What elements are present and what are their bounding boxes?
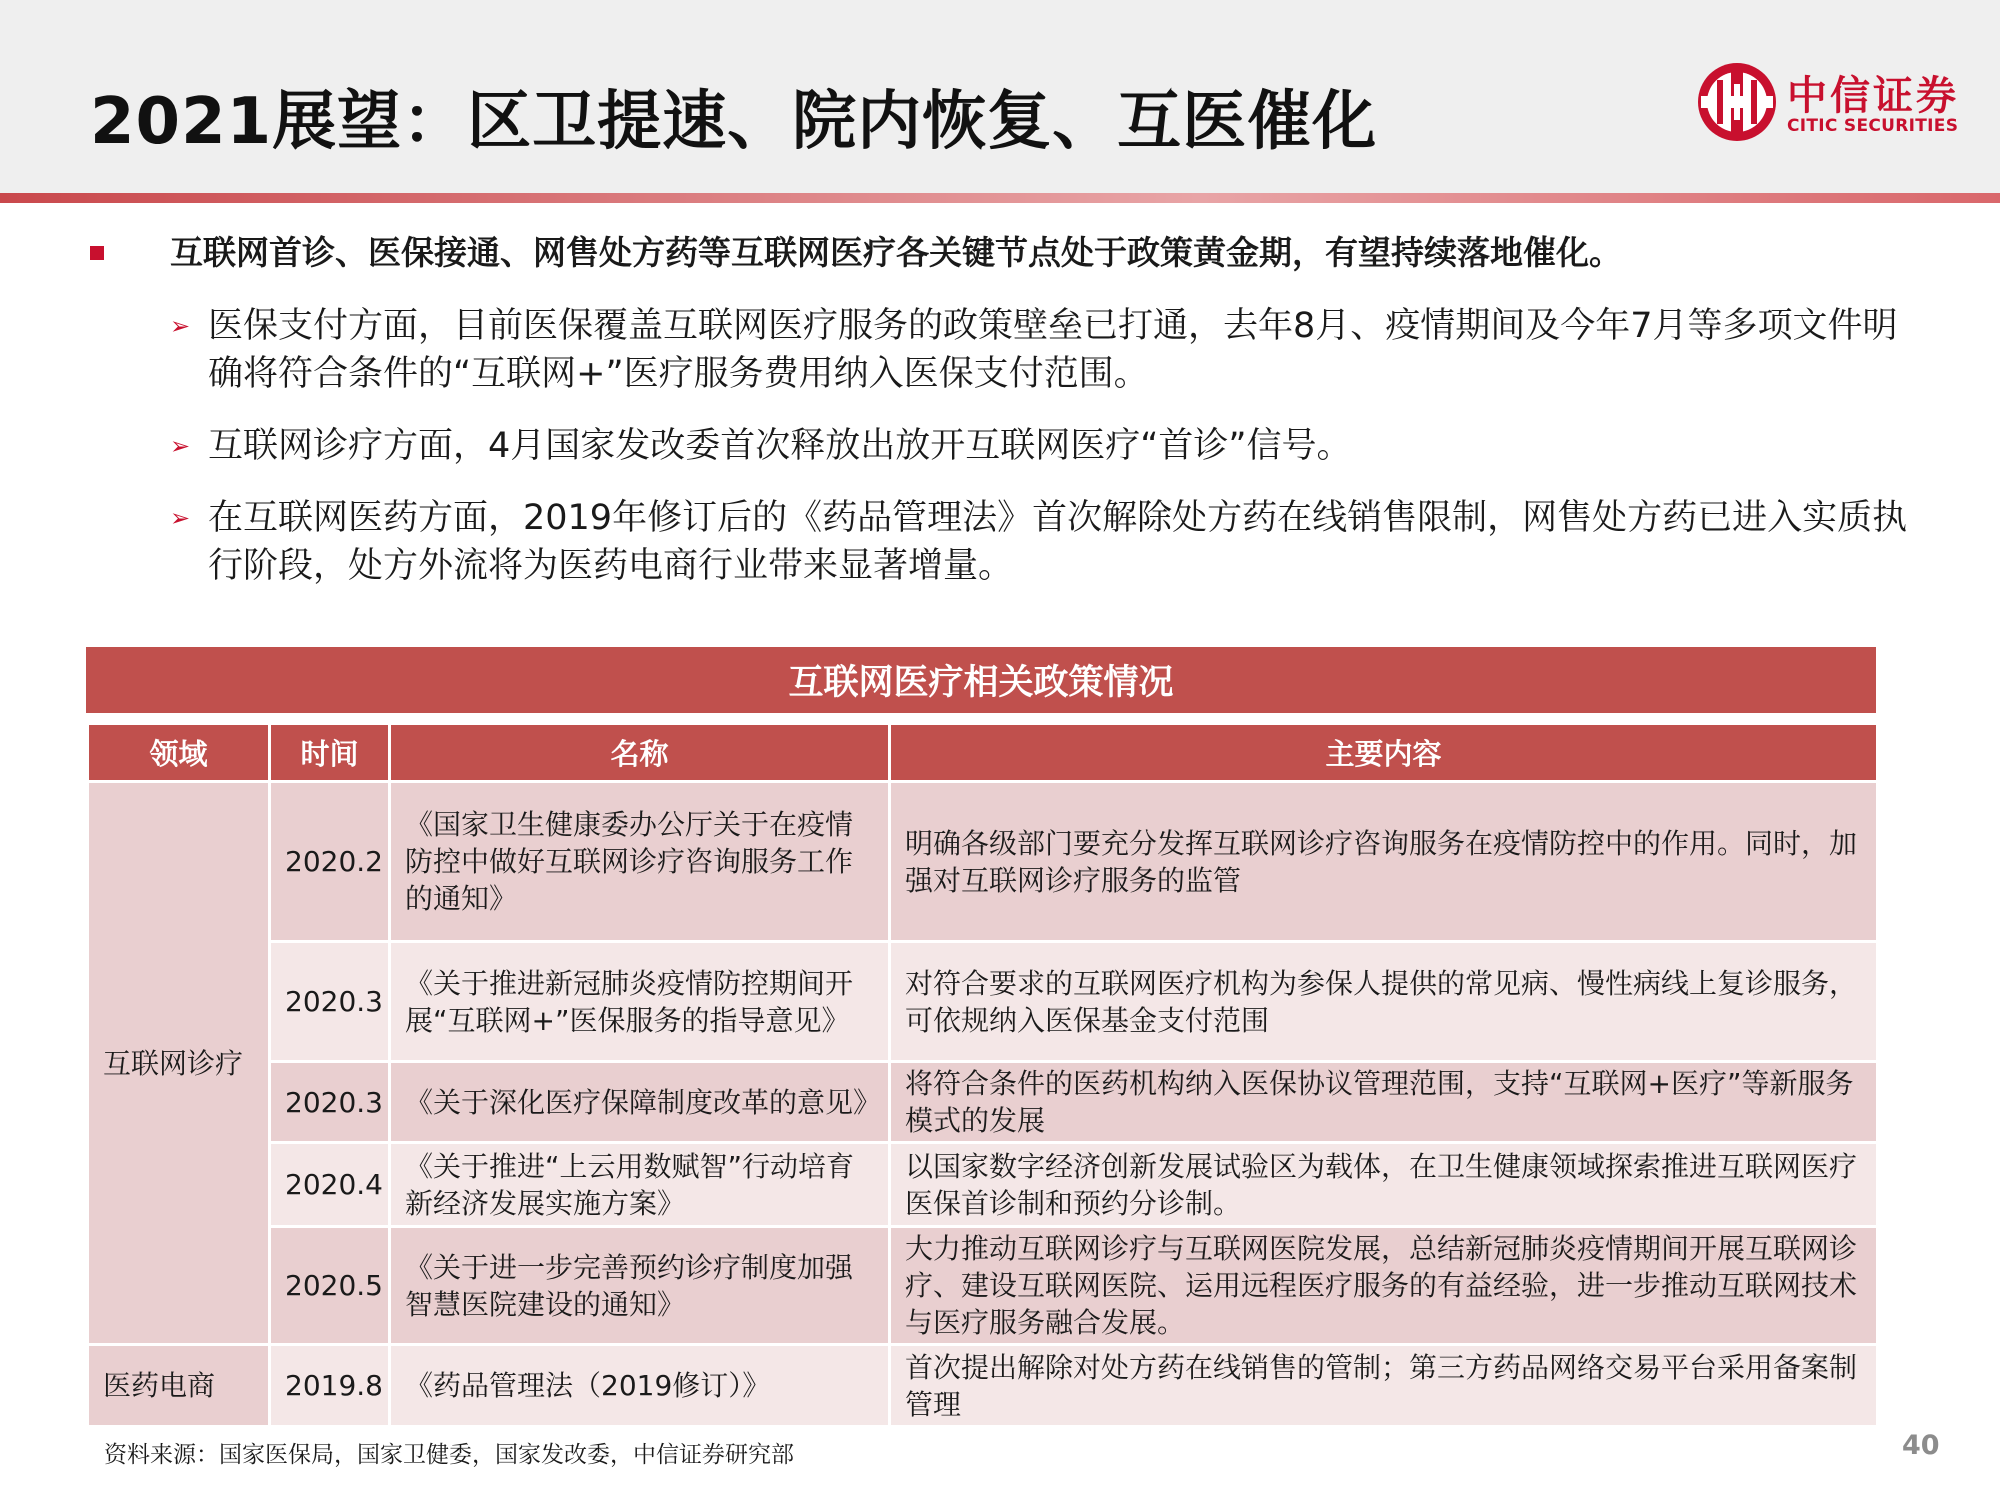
table-row xyxy=(88,1062,1878,1143)
column-header-content: 主要内容 xyxy=(890,724,1878,782)
policy-name-cell: 《关于进一步完善预约诊疗制度加强智慧医院建设的通知》 xyxy=(390,1227,890,1345)
time-cell: 2020.5 xyxy=(270,1227,390,1345)
arrow-bullet-icon: ➢ xyxy=(170,432,191,460)
table-header-row xyxy=(88,724,1878,782)
policy-content-cell: 明确各级部门要充分发挥互联网诊疗咨询服务在疫情防控中的作用。同时，加强对互联网诊疗服务的监管 xyxy=(890,782,1878,942)
logo-text-en: CITIC SECURITIES xyxy=(1787,116,1959,136)
citic-logo-icon xyxy=(1695,60,1779,144)
policy-content-cell: 首次提出解除对处方药在线销售的管制；第三方药品网络交易平台采用备案制管理 xyxy=(890,1345,1878,1427)
policy-name-cell: 《关于推进“上云用数赋智”行动培育新经济发展实施方案》 xyxy=(390,1143,890,1227)
policy-name-cell: 《关于推进新冠肺炎疫情防控期间开展“互联网+”医保服务的指导意见》 xyxy=(390,942,890,1062)
policy-name-cell: 《关于深化医疗保障制度改革的意见》 xyxy=(390,1062,890,1143)
table-row xyxy=(88,942,1878,1062)
arrow-bullet-icon: ➢ xyxy=(170,312,191,340)
table-row xyxy=(88,1227,1878,1345)
column-header-domain: 领域 xyxy=(88,724,270,782)
policy-name-cell: 《国家卫生健康委办公厅关于在疫情防控中做好互联网诊疗咨询服务工作的通知》 xyxy=(390,782,890,942)
sub-bullet-text: 互联网诊疗方面，4月国家发改委首次释放出放开互联网医疗“首诊”信号。 xyxy=(208,426,1352,466)
source-note: 资料来源：国家医保局，国家卫健委，国家发改委，中信证券研究部 xyxy=(104,1442,794,1468)
column-header-name: 名称 xyxy=(390,724,890,782)
domain-cell: 医药电商 xyxy=(88,1345,270,1427)
table-row xyxy=(88,1143,1878,1227)
policy-content-cell: 大力推动互联网诊疗与互联网医院发展，总结新冠肺炎疫情期间开展互联网诊疗、建设互联网医院、运用远程医疗服务的有益经验，进一步推动互联网技术与医疗服务融合发展。 xyxy=(890,1227,1878,1345)
policy-name-cell: 《药品管理法（2019修订）》 xyxy=(390,1345,890,1427)
column-header-time: 时间 xyxy=(270,724,390,782)
time-cell: 2020.4 xyxy=(270,1143,390,1227)
table-title: 互联网医疗相关政策情况 xyxy=(86,647,1876,713)
policy-content-cell: 对符合要求的互联网医疗机构为参保人提供的常见病、慢性病线上复诊服务，可依规纳入医保基金支付范围 xyxy=(890,942,1878,1062)
logo-text-cn: 中信证券 xyxy=(1787,73,1959,119)
sub-bullet-medical-insurance xyxy=(170,302,1930,398)
page-number: 40 xyxy=(1902,1430,1940,1461)
sub-bullet-internet-diagnosis xyxy=(170,422,1930,470)
sub-bullet-text: 在互联网医药方面，2019年修订后的《药品管理法》首次解除处方药在线销售限制，网售处方药已进入实质执行阶段，处方外流将为医药电商行业带来显著增量。 xyxy=(208,498,1908,586)
slide-header xyxy=(0,0,2000,193)
slide-title: 2021展望：区卫提速、院内恢复、互医催化 xyxy=(90,85,1378,159)
time-cell: 2020.3 xyxy=(270,942,390,1062)
time-cell: 2019.8 xyxy=(270,1345,390,1427)
policy-content-cell: 将符合条件的医药机构纳入医保协议管理范围，支持“互联网+医疗”等新服务模式的发展 xyxy=(890,1062,1878,1143)
sub-bullet-internet-pharmacy xyxy=(170,494,1930,590)
domain-cell: 互联网诊疗 xyxy=(88,782,270,1345)
table-row xyxy=(88,1345,1878,1427)
sub-bullet-text: 医保支付方面，目前医保覆盖互联网医疗服务的政策壁垒已打通，去年8月、疫情期间及今年7月等多项文件明确将符合条件的“互联网+”医疗服务费用纳入医保支付范围。 xyxy=(208,306,1898,394)
square-bullet-icon xyxy=(90,246,104,260)
time-cell: 2020.2 xyxy=(270,782,390,942)
time-cell: 2020.3 xyxy=(270,1062,390,1143)
arrow-bullet-icon: ➢ xyxy=(170,504,191,532)
main-bullet-text: 互联网首诊、医保接通、网售处方药等互联网医疗各关键节点处于政策黄金期，有望持续落地催化。 xyxy=(170,233,1622,272)
table-row xyxy=(88,782,1878,942)
header-divider xyxy=(0,193,2000,203)
citic-logo xyxy=(1695,60,1975,144)
policy-table xyxy=(86,722,1879,1428)
policy-content-cell: 以国家数字经济创新发展试验区为载体，在卫生健康领域探索推进互联网医疗医保首诊制和预约分诊制。 xyxy=(890,1143,1878,1227)
